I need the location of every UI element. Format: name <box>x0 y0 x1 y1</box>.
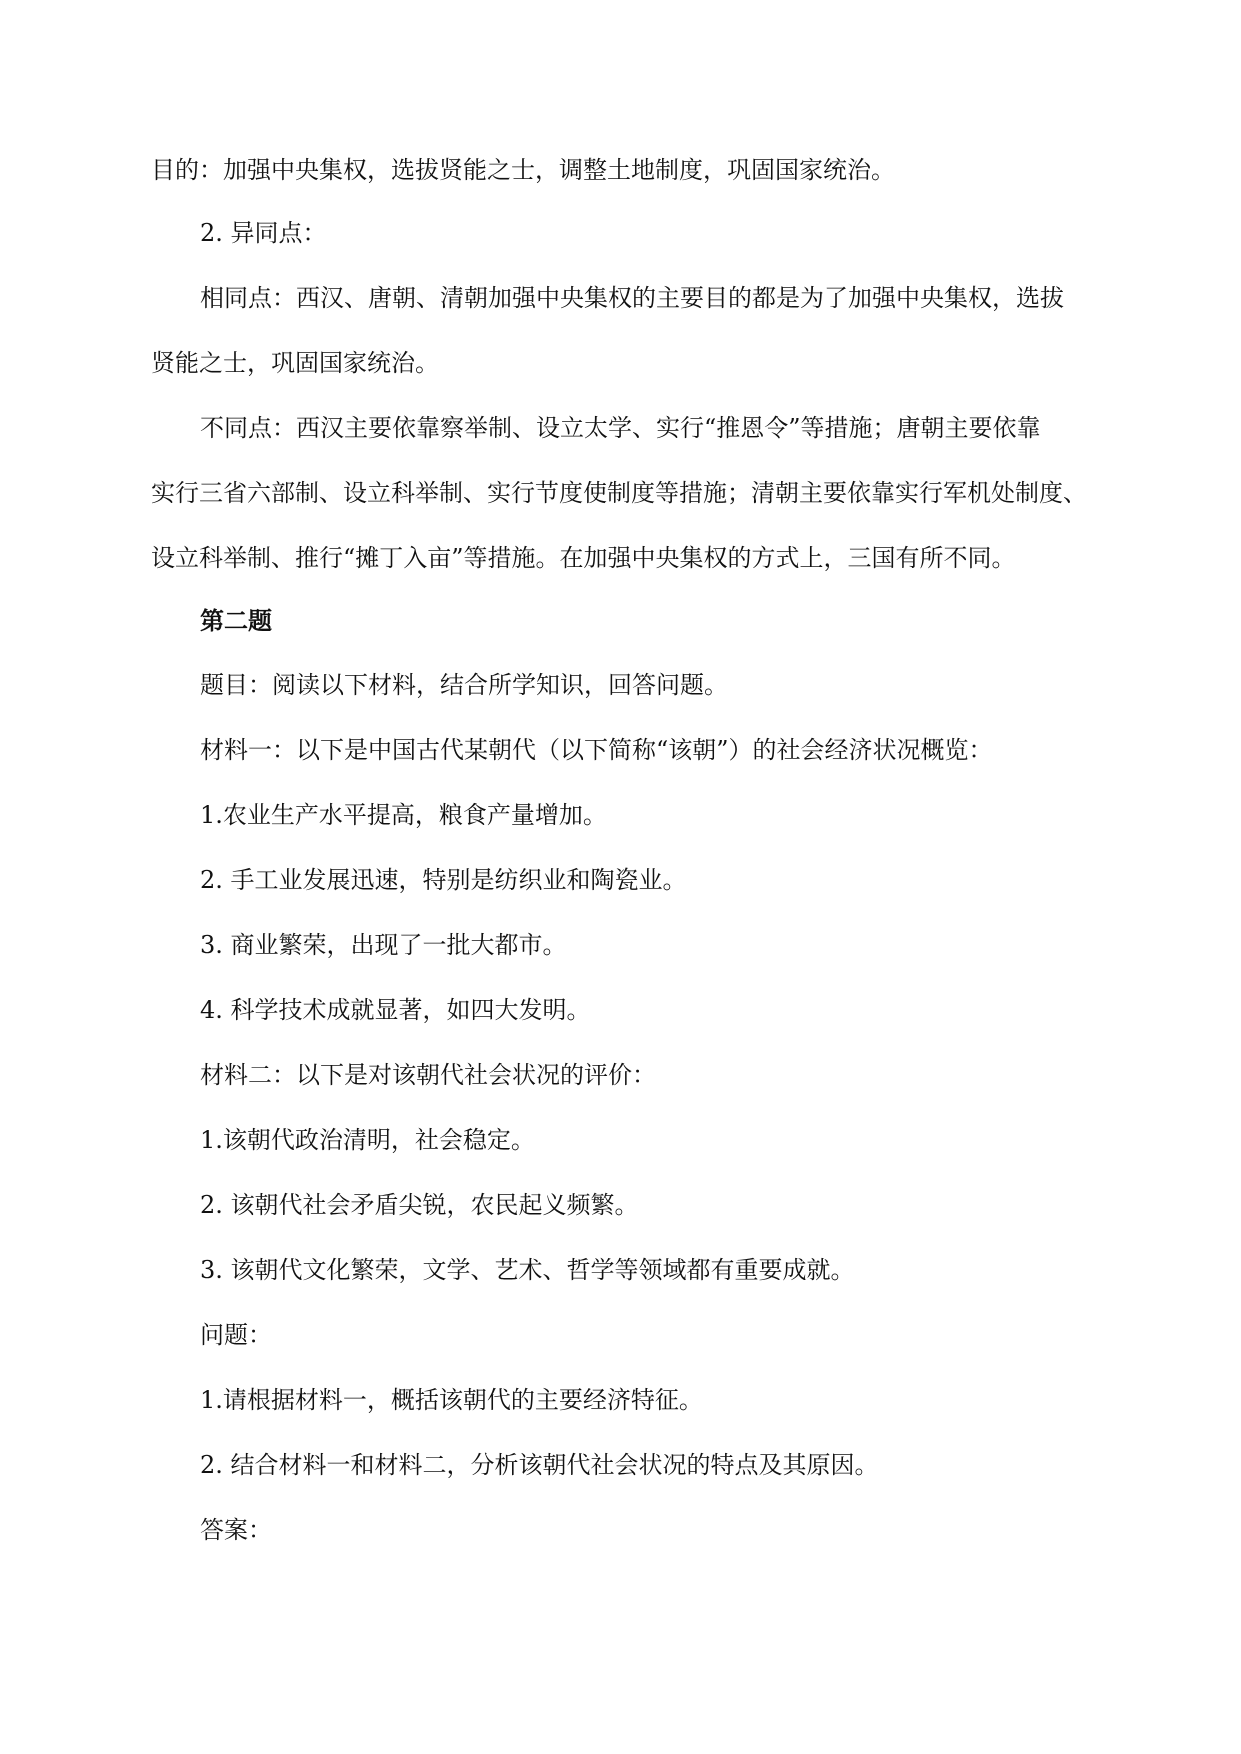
section-title-question-two: 第二题 <box>200 606 272 635</box>
question-item-2: 2. 结合材料一和材料二，分析该朝代社会状况的特点及其原因。 <box>200 1451 879 1479</box>
material-two-item-1: 1.该朝代政治清明，社会稳定。 <box>200 1126 535 1154</box>
answer-heading: 答案： <box>200 1516 272 1544</box>
material-one-item-2: 2. 手工业发展迅速，特别是纺织业和陶瓷业。 <box>200 866 687 894</box>
material-one-item-1: 1.农业生产水平提高，粮食产量增加。 <box>200 801 607 829</box>
question-item-1: 1.请根据材料一，概括该朝代的主要经济特征。 <box>200 1386 703 1414</box>
paragraph-similarities-line-2: 贤能之士，巩固国家统治。 <box>151 349 439 377</box>
paragraph-similarities-line-1: 相同点：西汉、唐朝、清朝加强中央集权的主要目的都是为了加强中央集权，选拔 <box>200 284 1064 312</box>
paragraph-differences-line-2: 实行三省六部制、设立科举制、实行节度使制度等措施；清朝主要依靠实行军机处制度、 <box>151 479 1087 507</box>
question-prompt: 题目：阅读以下材料，结合所学知识，回答问题。 <box>200 671 728 699</box>
material-two-item-2: 2. 该朝代社会矛盾尖锐，农民起义频繁。 <box>200 1191 639 1219</box>
material-two-intro: 材料二：以下是对该朝代社会状况的评价： <box>200 1061 656 1089</box>
material-two-item-3: 3. 该朝代文化繁荣，文学、艺术、哲学等领域都有重要成就。 <box>200 1256 855 1284</box>
material-one-item-4: 4. 科学技术成就显著，如四大发明。 <box>200 996 591 1024</box>
material-one-item-3: 3. 商业繁荣，出现了一批大都市。 <box>200 931 567 959</box>
questions-heading: 问题： <box>200 1321 272 1349</box>
paragraph-differences-line-1: 不同点：西汉主要依靠察举制、设立太学、实行“推恩令”等措施；唐朝主要依靠 <box>200 414 1041 442</box>
paragraph-differences-line-3: 设立科举制、推行“摊丁入亩”等措施。在加强中央集权的方式上，三国有所不同。 <box>151 544 1016 572</box>
material-one-intro: 材料一：以下是中国古代某朝代（以下简称“该朝”）的社会经济状况概览： <box>200 736 993 764</box>
heading-similarities-differences: 2. 异同点： <box>200 219 327 247</box>
paragraph-purpose: 目的：加强中央集权，选拔贤能之士，调整土地制度，巩固国家统治。 <box>151 156 895 184</box>
